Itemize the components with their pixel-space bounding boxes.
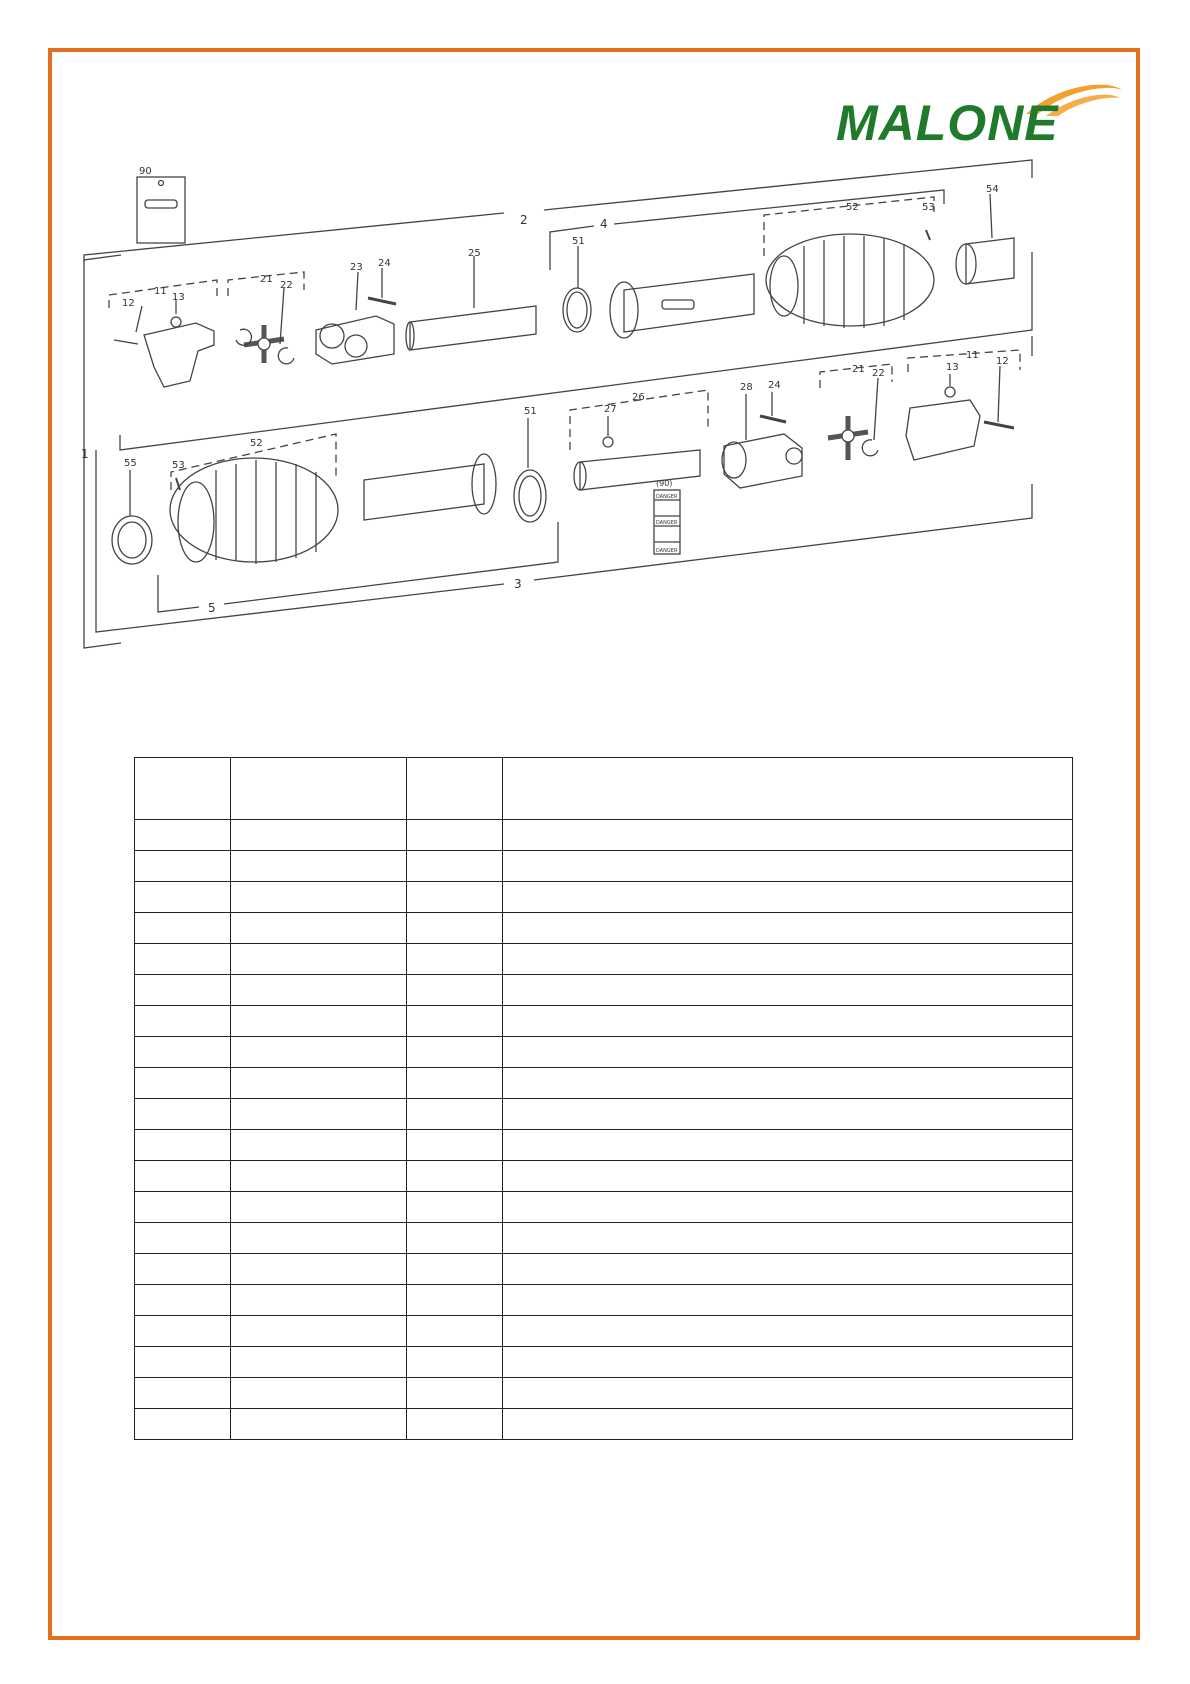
table-cell <box>407 1316 503 1347</box>
table-cell <box>231 1130 407 1161</box>
label-3: 3 <box>514 577 522 591</box>
table-cell <box>231 1378 407 1409</box>
table-cell <box>407 975 503 1006</box>
table-row <box>135 1409 1073 1440</box>
table-cell <box>407 820 503 851</box>
table-row <box>135 1037 1073 1068</box>
warning-word-3: DANGER <box>656 548 678 554</box>
label-52b: 52 <box>250 438 263 449</box>
table-cell <box>231 1099 407 1130</box>
table-cell <box>503 851 1073 882</box>
label-22a: 22 <box>280 280 293 291</box>
diagram-svg <box>81 160 1124 720</box>
label-51b: 51 <box>524 406 537 417</box>
label-54: 54 <box>986 184 999 195</box>
table-body <box>135 820 1073 1440</box>
table-cell <box>135 1099 231 1130</box>
table-cell <box>407 1006 503 1037</box>
brand-name: MALONE <box>836 95 1059 151</box>
table-cell <box>503 1099 1073 1130</box>
table-row <box>135 1347 1073 1378</box>
label-13b: 13 <box>946 362 959 373</box>
table-cell <box>135 1378 231 1409</box>
warning-word-2: DANGER <box>656 520 678 526</box>
table-row <box>135 820 1073 851</box>
table-cell <box>407 1161 503 1192</box>
label-24b: 24 <box>768 380 781 391</box>
table-cell <box>407 1409 503 1440</box>
table-cell <box>503 913 1073 944</box>
label-12b: 12 <box>996 356 1009 367</box>
table-cell <box>503 820 1073 851</box>
table-row <box>135 1316 1073 1347</box>
table-cell <box>503 1037 1073 1068</box>
table-header-cell <box>503 758 1073 820</box>
table-cell <box>135 1037 231 1068</box>
label-24a: 24 <box>378 258 391 269</box>
label-11b: 11 <box>966 350 979 361</box>
table-cell <box>135 1254 231 1285</box>
table-row <box>135 851 1073 882</box>
table-cell <box>503 1378 1073 1409</box>
table-cell <box>503 1130 1073 1161</box>
label-2: 2 <box>520 213 528 227</box>
table-cell <box>503 1161 1073 1192</box>
table-cell <box>407 1347 503 1378</box>
table-row <box>135 1192 1073 1223</box>
exploded-parts-diagram <box>81 160 1124 720</box>
table-cell <box>231 1161 407 1192</box>
table-header-cell <box>407 758 503 820</box>
table-cell <box>135 882 231 913</box>
label-25: 25 <box>468 248 481 259</box>
table-cell <box>135 1006 231 1037</box>
table-cell <box>135 1130 231 1161</box>
label-90b: (90) <box>656 479 673 488</box>
table-cell <box>407 1285 503 1316</box>
table-header-cell <box>135 758 231 820</box>
table-cell <box>135 913 231 944</box>
table-cell <box>503 1223 1073 1254</box>
table-cell <box>231 1192 407 1223</box>
table-row <box>135 1285 1073 1316</box>
table-cell <box>135 1409 231 1440</box>
table-cell <box>407 1068 503 1099</box>
label-28: 28 <box>740 382 753 393</box>
table-cell <box>503 1409 1073 1440</box>
table-cell <box>231 975 407 1006</box>
table-cell <box>135 1068 231 1099</box>
table-cell <box>503 1347 1073 1378</box>
table-cell <box>407 1099 503 1130</box>
table-cell <box>407 1192 503 1223</box>
table-cell <box>231 1409 407 1440</box>
table-cell <box>231 944 407 975</box>
table-row <box>135 1099 1073 1130</box>
table-header-cell <box>231 758 407 820</box>
table-cell <box>407 1378 503 1409</box>
label-90: 90 <box>139 166 152 177</box>
table-row <box>135 944 1073 975</box>
table-cell <box>135 1285 231 1316</box>
label-21b: 21 <box>852 364 865 375</box>
table-row <box>135 1378 1073 1409</box>
table-cell <box>135 1161 231 1192</box>
table-cell <box>231 851 407 882</box>
table-row <box>135 1068 1073 1099</box>
table-cell <box>407 1037 503 1068</box>
table-cell <box>135 1223 231 1254</box>
table-cell <box>407 882 503 913</box>
table-cell <box>135 1347 231 1378</box>
table-cell <box>503 1254 1073 1285</box>
table-cell <box>135 1192 231 1223</box>
label-53b: 53 <box>172 460 185 471</box>
table-cell <box>135 820 231 851</box>
label-21a: 21 <box>260 274 273 285</box>
table-cell <box>503 1006 1073 1037</box>
table-cell <box>231 820 407 851</box>
table-cell <box>503 1068 1073 1099</box>
label-53a: 53 <box>922 202 935 213</box>
label-1: 1 <box>81 447 89 461</box>
label-4: 4 <box>600 217 608 231</box>
table-cell <box>231 1254 407 1285</box>
table-row <box>135 882 1073 913</box>
table-cell <box>503 1192 1073 1223</box>
label-55: 55 <box>124 458 137 469</box>
label-27: 27 <box>604 404 617 415</box>
table-cell <box>407 944 503 975</box>
package-card <box>137 177 185 243</box>
label-52a: 52 <box>846 202 859 213</box>
table-row <box>135 1161 1073 1192</box>
table-cell <box>231 1316 407 1347</box>
table-row <box>135 1130 1073 1161</box>
table-cell <box>231 1006 407 1037</box>
table-cell <box>407 851 503 882</box>
table-cell <box>503 882 1073 913</box>
table-cell <box>503 1285 1073 1316</box>
table-cell <box>407 1254 503 1285</box>
table-cell <box>135 975 231 1006</box>
table-cell <box>231 1223 407 1254</box>
label-13a: 13 <box>172 292 185 303</box>
table-cell <box>135 1316 231 1347</box>
table-row <box>135 975 1073 1006</box>
table-cell <box>135 944 231 975</box>
label-22b: 22 <box>872 368 885 379</box>
table-cell <box>231 1347 407 1378</box>
table-cell <box>231 1037 407 1068</box>
table-cell <box>503 944 1073 975</box>
table-cell <box>231 1068 407 1099</box>
table-cell <box>231 913 407 944</box>
table-cell <box>503 975 1073 1006</box>
table-row <box>135 1006 1073 1037</box>
table-cell <box>231 882 407 913</box>
table-cell <box>231 1285 407 1316</box>
warning-word-1: DANGER <box>656 494 678 500</box>
label-11a: 11 <box>154 286 167 297</box>
brand-logo <box>836 80 1126 150</box>
label-5: 5 <box>208 601 216 615</box>
parts-list-table <box>134 757 1073 1440</box>
label-26: 26 <box>632 392 645 403</box>
table-cell <box>135 851 231 882</box>
table-header-row <box>135 758 1073 820</box>
label-23: 23 <box>350 262 363 273</box>
table-cell <box>407 913 503 944</box>
table-row <box>135 1254 1073 1285</box>
table-row <box>135 1223 1073 1254</box>
bracket-1 <box>84 255 121 648</box>
table-cell <box>407 1223 503 1254</box>
label-12a: 12 <box>122 298 135 309</box>
table-row <box>135 913 1073 944</box>
table-cell <box>407 1130 503 1161</box>
label-51a: 51 <box>572 236 585 247</box>
table-cell <box>503 1316 1073 1347</box>
